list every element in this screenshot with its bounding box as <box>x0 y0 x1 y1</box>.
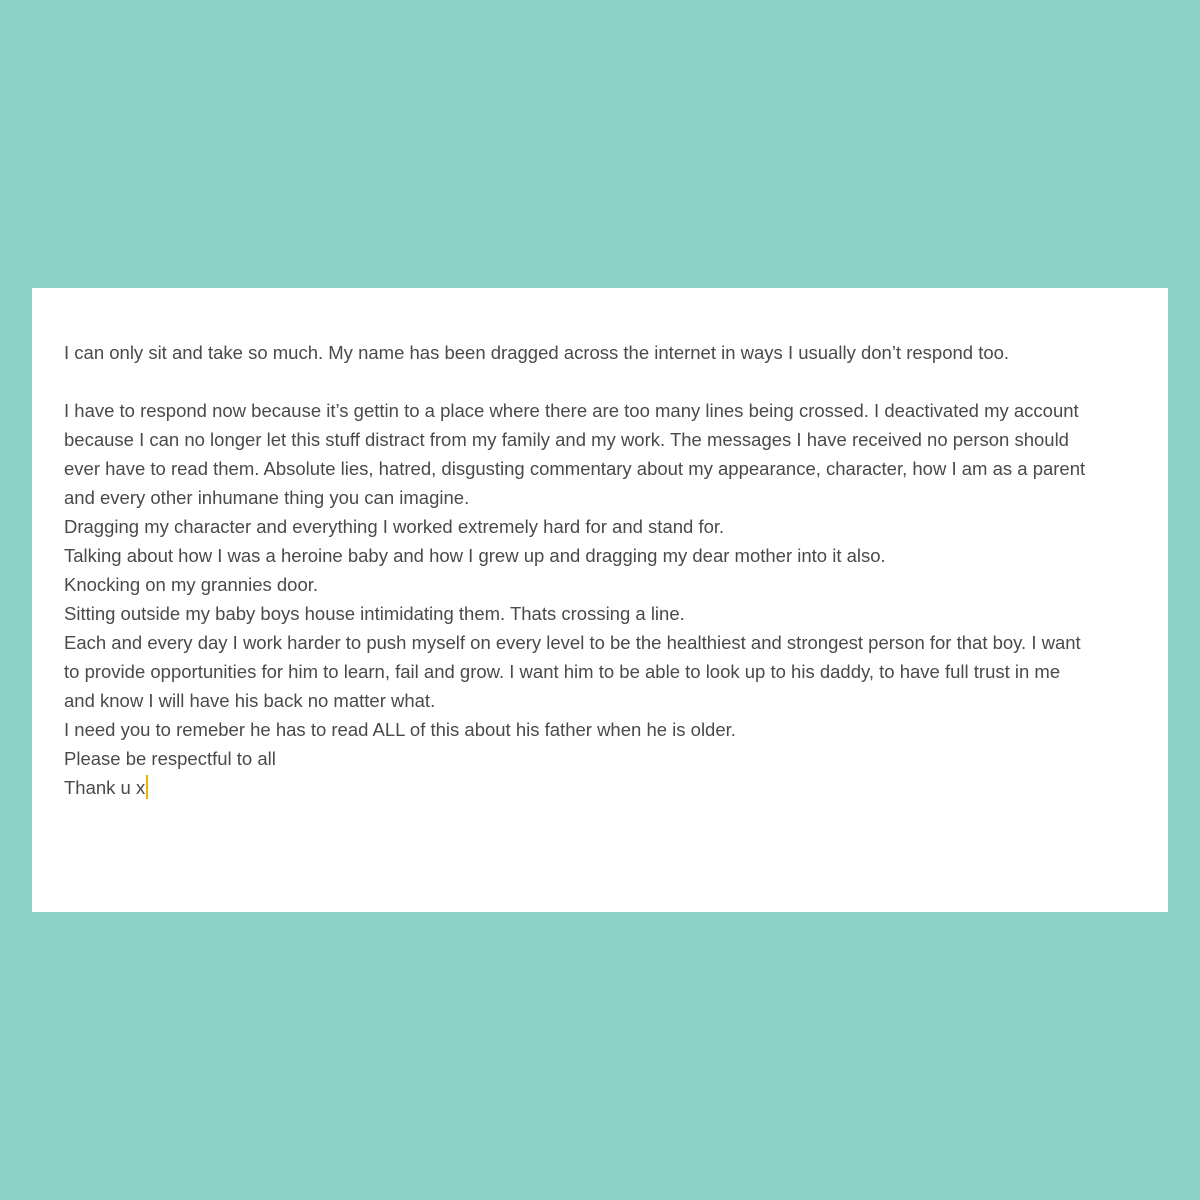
note-line: Each and every day I work harder to push myself on every level to be the healthiest and strongest person for that boy. I want <box>64 632 1081 653</box>
text-cursor <box>146 775 148 799</box>
note-line: and every other inhumane thing you can imagine. <box>64 487 470 508</box>
note-line: Knocking on my grannies door. <box>64 574 319 595</box>
note-line: Talking about how I was a heroine baby and how I grew up and dragging my dear mother into it also. <box>64 545 886 566</box>
note-line: ever have to read them. Absolute lies, hatred, disgusting commentary about my appearance, character, how I am as a parent <box>64 458 1086 479</box>
note-line: Sitting outside my baby boys house intimidating them. Thats crossing a line. <box>64 603 685 624</box>
blank-line <box>64 367 1144 396</box>
note-line-text: Thank u x <box>64 777 146 798</box>
note-text-area[interactable] <box>64 338 1144 802</box>
note-line: I can only sit and take so much. My name has been dragged across the internet in ways I usually don’t respond too. <box>64 342 1010 363</box>
note-line: I have to respond now because it’s gettin to a place where there are too many lines being crossed. I deactivated my account <box>64 400 1079 421</box>
note-line: Please be respectful to all <box>64 748 276 769</box>
note-line: and know I will have his back no matter what. <box>64 690 436 711</box>
note-card <box>32 288 1168 912</box>
note-line: to provide opportunities for him to learn, fail and grow. I want him to be able to look up to his daddy, to have full trust in me <box>64 661 1061 682</box>
note-line: Dragging my character and everything I worked extremely hard for and stand for. <box>64 516 725 537</box>
note-last-line <box>64 773 1144 802</box>
note-line: I need you to remeber he has to read ALL of this about his father when he is older. <box>64 719 736 740</box>
note-line: because I can no longer let this stuff distract from my family and my work. The messages I have received no person should <box>64 429 1069 450</box>
